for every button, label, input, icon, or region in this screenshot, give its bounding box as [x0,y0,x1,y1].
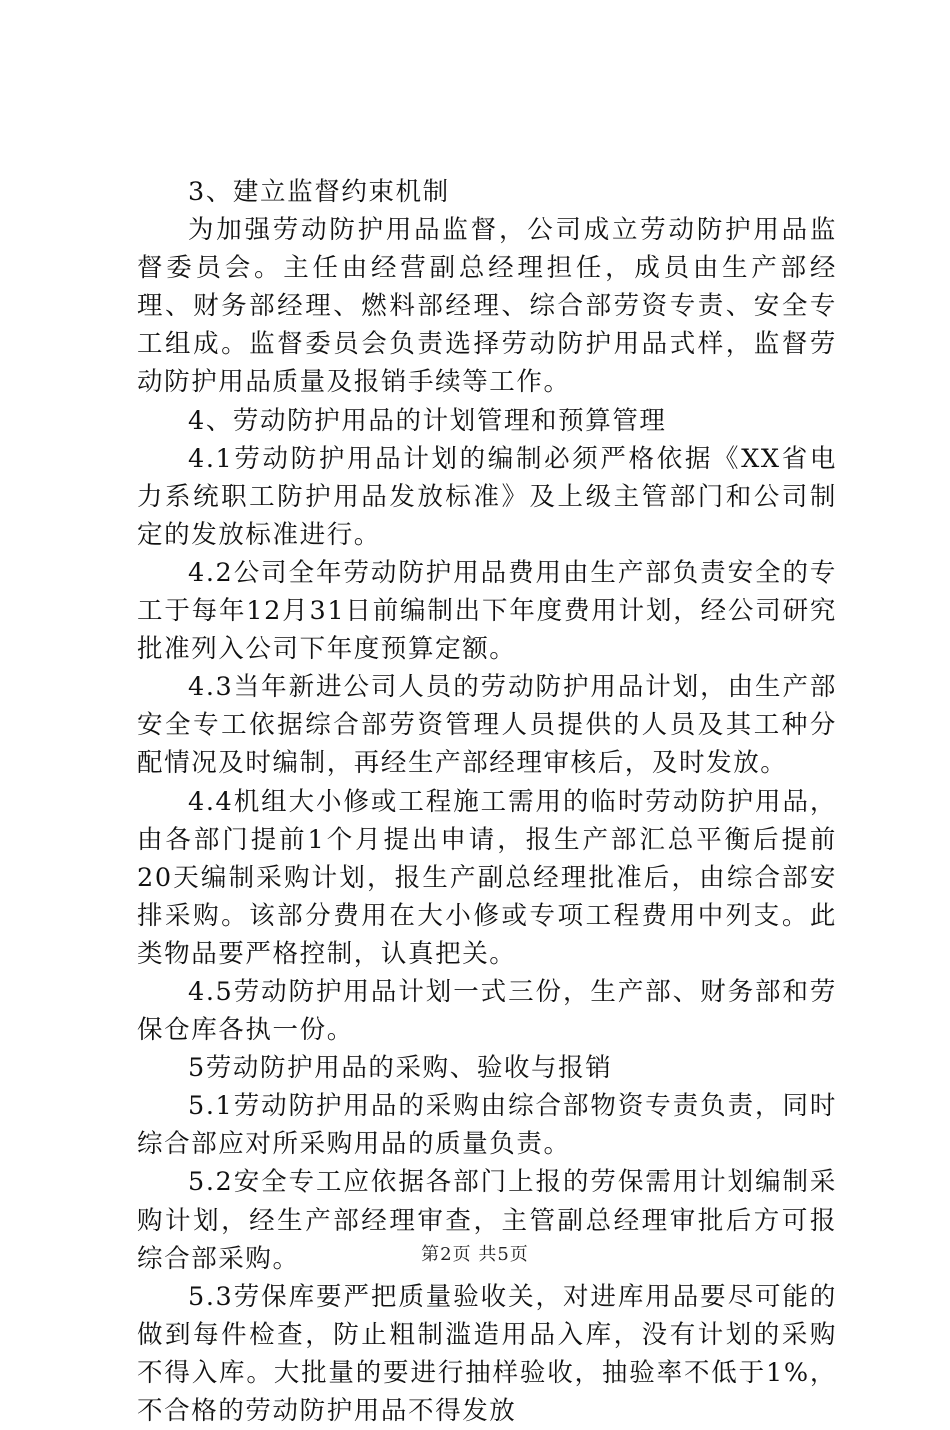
paragraph-5-3: 5.3劳保库要严把质量验收关，对进库用品要尽可能的做到每件检查，防止粗制滥造用品入库，没有计划的采购不得入库。大批量的要进行抽样验收，抽验率不低于1%，不合格的劳动防护用品不得发放 [137,1281,837,1426]
paragraph-4-5: 4.5劳动防护用品计划一式三份，生产部、财务部和劳保仓库各执一份。 [137,976,837,1046]
section-heading-3: 3、建立监督约束机制 [188,177,450,207]
page-number-footer: 第2页 共5页 [421,1244,529,1265]
section-heading-5: 5劳动防护用品的采购、验收与报销 [188,1053,613,1084]
paragraph-5-2: 5.2安全专工应依据各部门上报的劳保需用计划编制采购计划，经生产部经理审查，主管副总经理审批后方可报综合部采购。 [137,1167,837,1274]
paragraph-5-1: 5.1劳动防护用品的采购由综合部物资专责负责，同时综合部应对所采购用品的质量负责。 [137,1091,837,1160]
section-heading-4: 4、劳动防护用品的计划管理和预算管理 [188,405,667,436]
paragraph-4-3: 4.3当年新进公司人员的劳动防护用品计划，由生产部安全专工依据综合部劳资管理人员提供的人员及其工种分配情况及时编制，再经生产部经理审核后，及时发放。 [137,672,837,779]
paragraph-4-2: 4.2公司全年劳动防护用品费用由生产部负责安全的专工于每年12月31日前编制出下年度费用计划，经公司研究批准列入公司下年度预算定额。 [137,557,837,665]
paragraph-supervision-committee: 为加强劳动防护用品监督，公司成立劳动防护用品监督委员会。主任由经营副总经理担任，成员由生产部经理、财务部经理、燃料部经理、综合部劳资专责、安全专工组成。监督委员会负责选择劳动防护用品式样，监督劳动防护用品质量及报销手续等工作。 [137,215,837,398]
paragraph-4-1: 4.1劳动防护用品计划的编制必须严格依据《XX省电力系统职工防护用品发放标准》及上级主管部门和公司制定的发放标准进行。 [137,443,837,550]
paragraph-4-4: 4.4机组大小修或工程施工需用的临时劳动防护用品，由各部门提前1个月提出申请，报生产部汇总平衡后提前20天编制采购计划，报生产副总经理批准后，由综合部安排采购。该部分费用在大小修或专项工程费用中列支。此类物品要严格控制，认真把关。 [137,786,837,969]
